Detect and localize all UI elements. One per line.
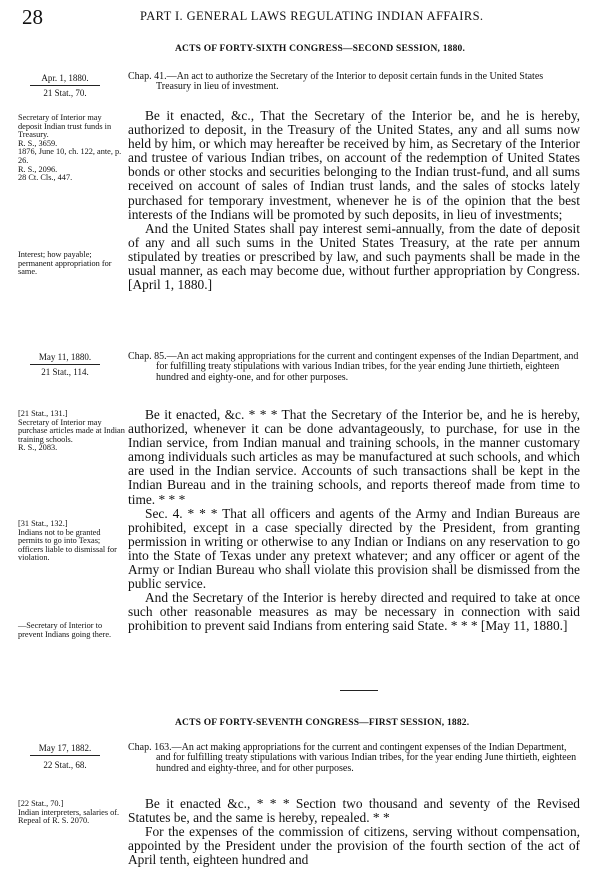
chapter-heading	[128, 743, 580, 774]
act-date: Apr. 1, 1880.	[41, 73, 89, 83]
chapter-heading	[128, 72, 580, 93]
section-title: ACTS OF FORTY-SEVENTH CONGRESS—FIRST SESSION, 1882.	[175, 718, 470, 728]
margin-note: Secretary of Interior may deposit Indian trust funds in Treasury. R. S., 3659. 1876, June 10, ch. 122, ante, p. 26. R. S., 2096. 28 Ct. Cls., 447.	[18, 113, 122, 183]
running-title: PART I. GENERAL LAWS REGULATING INDIAN AFFAIRS.	[140, 9, 484, 23]
statute-citation: 22 Stat., 68.	[43, 760, 87, 770]
statute-citation: 21 Stat., 114.	[41, 367, 89, 377]
margin-note: [31 Stat., 132.] Indians not to be granted permits to go into Texas; officers liable to dismissal for violation.	[18, 519, 117, 563]
body-text	[128, 109, 580, 292]
page-number: 28	[22, 5, 43, 29]
act-date: May 11, 1880.	[38, 352, 92, 362]
paragraph: And the Secretary of the Interior is hereby directed and required to take at once such other reasonable measures as may be necessary in connection with said prohibition to prevent said Indians from entering said State. * * * [May 11, 1880.]	[128, 590, 580, 634]
margin-note: [21 Stat., 131.] Secretary of Interior may purchase articles made at Indian training schools. R. S., 2083.	[18, 409, 125, 453]
chapter-heading	[128, 352, 580, 383]
chapter-text: Chap. 85.—An act making appropriations for the current and contingent expenses of the Indian Department, and for fulfilling treaty stipulations with various Indian tribes, for the year ending June thirtieth, eighteen hundred and eighty-one, and for other purposes.	[128, 351, 579, 383]
paragraph: For the expenses of the commission of citizens, serving without compensation, appointed by the President under the provision of the fourth section of the act of April tenth, eighteen hundred and	[128, 824, 580, 868]
section-title: ACTS OF FORTY-SIXTH CONGRESS—SECOND SESSION, 1880.	[175, 44, 466, 54]
paragraph: Be it enacted &c., * * * Section two thousand and seventy of the Revised Statutes be, and the same is hereby, repealed. * *	[128, 796, 580, 826]
margin-note: [22 Stat., 70.] Indian interpreters, salaries of. Repeal of R. S. 2070.	[18, 799, 120, 826]
date-rule	[30, 364, 100, 365]
date-rule	[30, 755, 100, 756]
separator-rule	[340, 690, 378, 691]
paragraph: Be it enacted, &c., That the Secretary of the Interior be, and he is hereby, authorized to deposit, in the Treasury of the United States, any and all sums now held by him, or which may hereafter be received by him, as Secretary of the Interior and trustee of various Indian tribes, on account of the redemption of United States bonds or other stocks and securities belonging to the Indian trust-fund, and all sums received on account of sales of Indian trust lands, and the sales of stocks lately purchased for temporary investment, whenever he is of the opinion that the best interests of the Indians will be promoted by such deposits, in lieu of investments;	[128, 108, 580, 222]
paragraph: Be it enacted, &c. * * * That the Secretary of the Interior be, and he is hereby, authorized, whenever it can be done advantageously, to purchase, for use in the Indian service, from Indian manual and training schools, in the manner customary among individuals such articles as may be manufactured at such schools, and which are used in the Indian service. Accounts of such transactions shall be kept in the Indian Bureau and in the training schools, and reports thereof made from time to time. * * *	[128, 407, 580, 507]
statute-citation: 21 Stat., 70.	[43, 88, 87, 98]
paragraph: Sec. 4. * * * That all officers and agents of the Army and Indian Bureaus are prohibited, except in a case specially directed by the President, from granting permission in writing or otherwise to any Indian or Indians on any reservation to go into the State of Texas under any pretext whatever; and any officer or agent of the Army or Indian Bureau who shall violate this provision shall be dismissed from the public service.	[128, 505, 580, 592]
paragraph: And the United States shall pay interest semi-annually, from the date of deposit of any and all such sums in the United States Treasury, at the rate per annum stipulated by treaties or prescribed by law, and such payments shall be made in the usual manner, as each may become due, without further appropriation by Congress. [April 1, 1880.]	[128, 220, 580, 293]
date-rule	[30, 85, 100, 86]
chapter-text: Chap. 163.—An act making appropriations for the current and contingent expenses of the Indian Department, and for fulfilling treaty stipulations with various Indian tribes, for the year ending June thirtieth, eighteen hundred and eighty-three, and for other purposes.	[128, 742, 577, 774]
body-text	[128, 408, 580, 634]
margin-note: —Secretary of Interior to prevent Indians going there.	[18, 621, 112, 639]
act-date: May 17, 1882.	[38, 743, 92, 753]
chapter-text: Chap. 41.—An act to authorize the Secretary of the Interior to deposit certain funds in the United States Treasury in lieu of investment.	[128, 71, 544, 93]
body-text	[128, 797, 580, 867]
margin-note: Interest; how payable; permanent appropriation for same.	[18, 250, 112, 277]
